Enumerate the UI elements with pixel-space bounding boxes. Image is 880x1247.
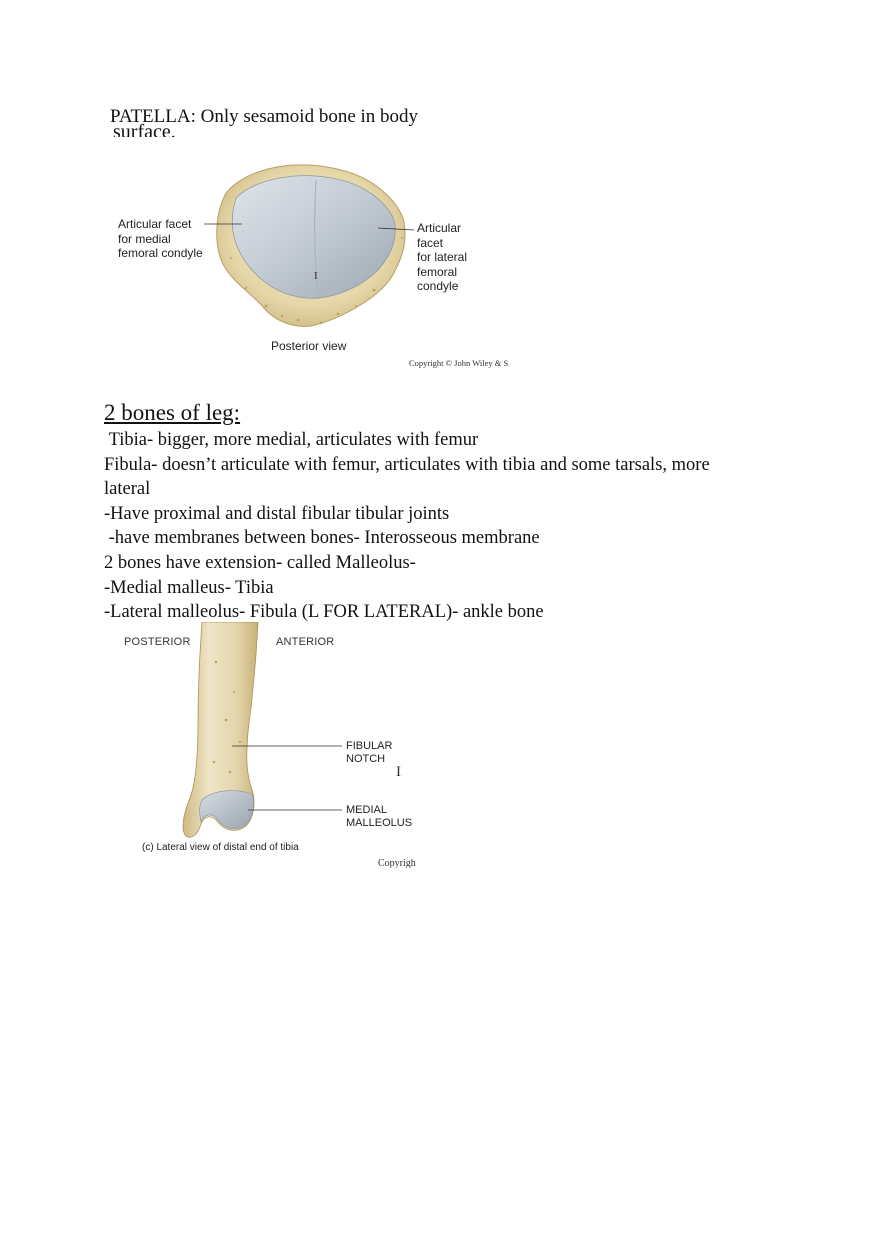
label-anterior: ANTERIOR	[276, 636, 335, 648]
label-facet-medial: Articular facet for medial femoral condyle	[118, 217, 203, 260]
tibia-caption: (c) Lateral view of distal end of tibia	[142, 842, 299, 853]
body-line: -Lateral malleolus- Fibula (L FOR LATERAL)- ankle bone	[104, 602, 544, 623]
section-title: 2 bones of leg:	[104, 400, 241, 425]
body-line: -Medial malleus- Tibia	[104, 577, 274, 598]
page-heading: PATELLA: Only sesamoid bone in body	[110, 106, 419, 127]
patella-copyright: Copyright © John Wiley & S	[409, 358, 509, 368]
clipped-caption-text: surface.	[113, 122, 176, 137]
body-line: Fibula- doesn’t articulate with femur, articulates with tibia and some tarsals, more	[104, 454, 710, 475]
label-posterior: POSTERIOR	[124, 636, 191, 648]
tibia-lateral-figure	[106, 622, 442, 868]
tibia-articular-surface	[200, 791, 254, 829]
patella-posterior-figure	[106, 138, 524, 374]
body-line: Tibia- bigger, more medial, articulates with femur	[104, 430, 479, 450]
label-facet-lateral: Articular facet for lateral femoral condyle	[417, 221, 468, 293]
body-line: 2 bones have extension- called Malleolus-	[104, 552, 416, 573]
text-cursor-icon: I	[314, 270, 318, 282]
label-fibular-notch: FIBULAR NOTCH	[346, 740, 393, 765]
label-medial-malleolus: MEDIAL MALLEOLUS	[346, 804, 413, 829]
tibia-copyright: Copyrigh	[378, 858, 416, 868]
patella-caption: Posterior view	[271, 339, 347, 353]
body-line: -have membranes between bones- Interosseous membrane	[104, 528, 540, 549]
section-body	[104, 428, 804, 625]
leg-bones-section	[104, 398, 804, 625]
body-line: lateral	[104, 479, 151, 500]
body-line: -Have proximal and distal fibular tibular joints	[104, 503, 450, 524]
text-cursor-icon: I	[396, 764, 401, 780]
